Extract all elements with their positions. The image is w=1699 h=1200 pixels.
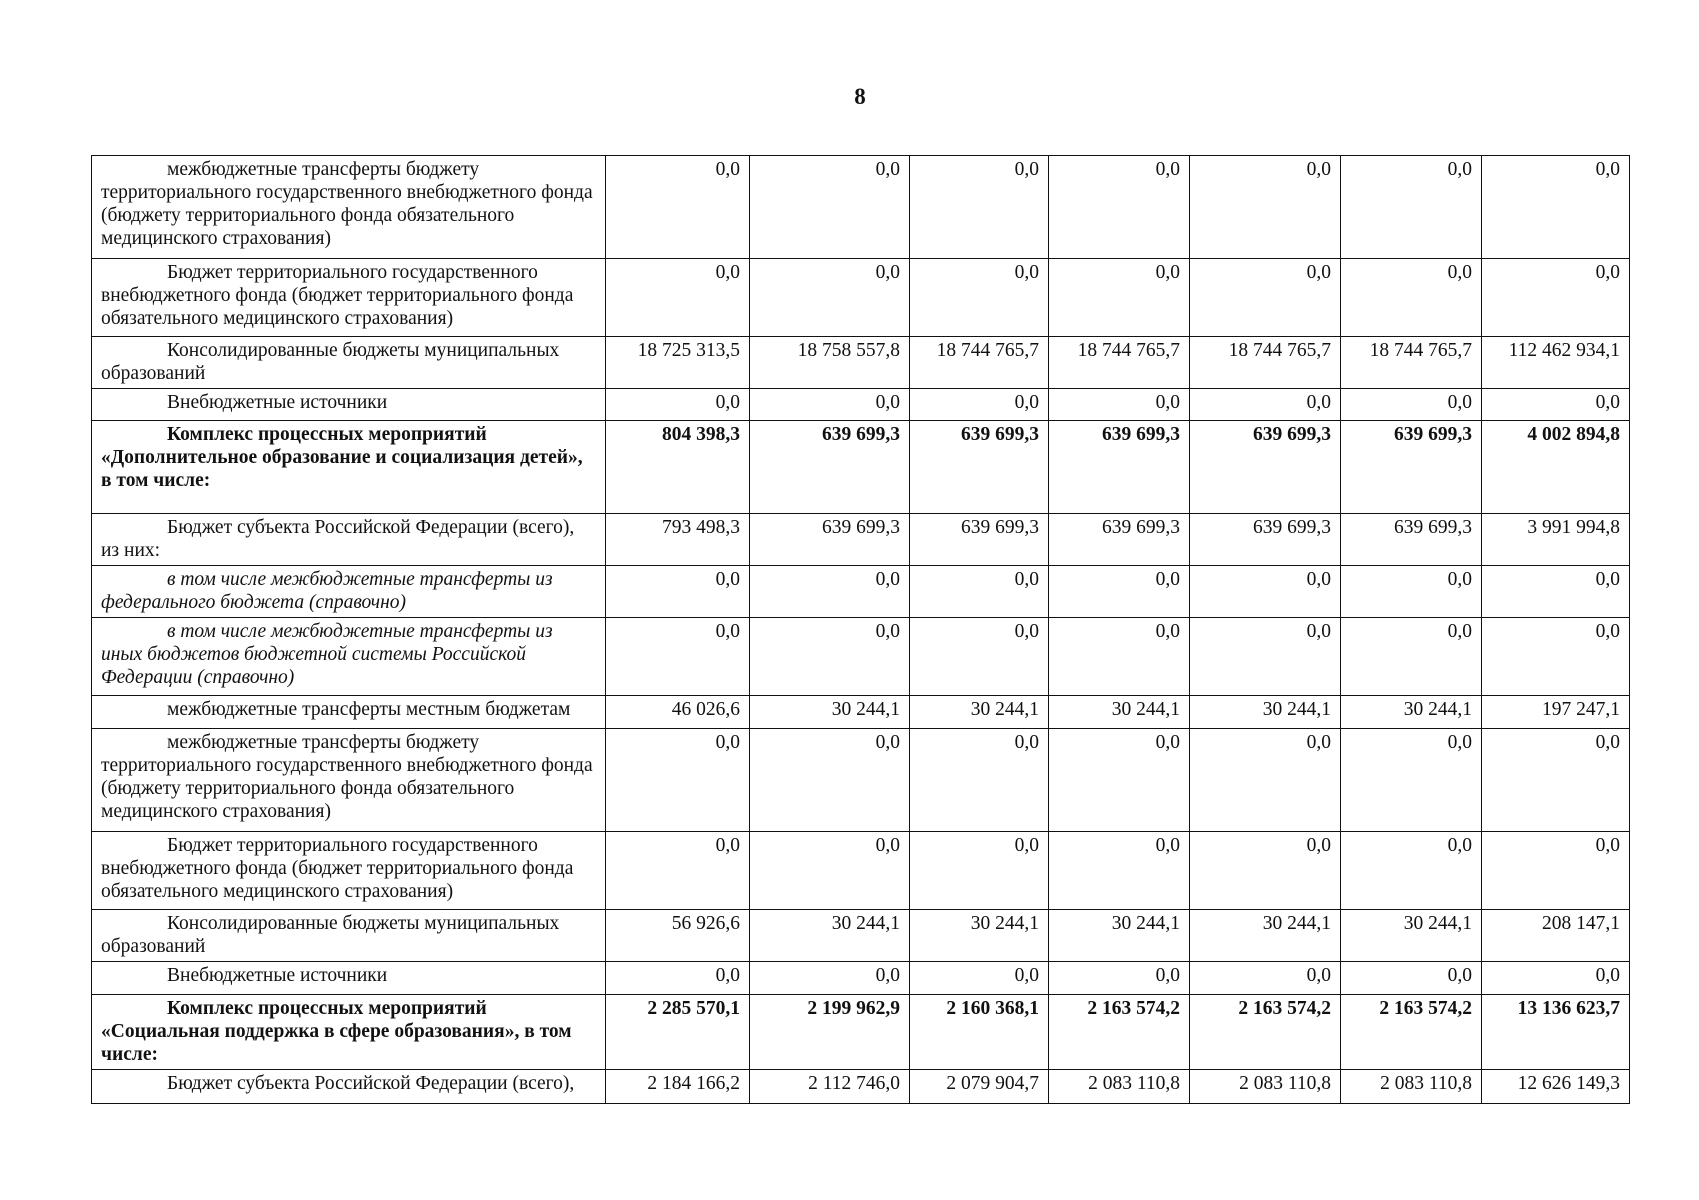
table-row — [92, 156, 1630, 259]
value-cell: 0,0 — [606, 389, 750, 421]
value-cell: 197 247,1 — [1482, 696, 1630, 729]
value-cell: 0,0 — [1482, 962, 1630, 995]
value-cell: 0,0 — [910, 389, 1049, 421]
value-cell: 0,0 — [1190, 566, 1341, 618]
row-label: межбюджетные трансферты бюджету территориального государственного внебюджетного фонда (бюджету территориального фонда обязательного медицинского страхования) — [92, 156, 606, 259]
value-cell: 30 244,1 — [1049, 696, 1190, 729]
value-cell: 0,0 — [750, 832, 910, 910]
value-cell: 0,0 — [1341, 566, 1482, 618]
table-row — [92, 259, 1630, 337]
value-cell: 0,0 — [1049, 729, 1190, 832]
value-cell: 2 199 962,9 — [750, 995, 910, 1070]
value-cell: 2 184 166,2 — [606, 1070, 750, 1104]
row-label: Бюджет территориального государственного внебюджетного фонда (бюджет территориального фонда обязательного медицинского страхования) — [92, 259, 606, 337]
value-cell: 2 163 574,2 — [1190, 995, 1341, 1070]
table-row — [92, 389, 1630, 421]
row-label: в том числе межбюджетные трансферты из федерального бюджета (справочно) — [92, 566, 606, 618]
value-cell: 18 744 765,7 — [1341, 337, 1482, 389]
row-label: Внебюджетные источники — [92, 389, 606, 421]
value-cell: 0,0 — [1341, 962, 1482, 995]
value-cell: 0,0 — [1049, 156, 1190, 259]
value-cell: 0,0 — [606, 832, 750, 910]
table-row — [92, 1070, 1630, 1104]
value-cell: 639 699,3 — [1049, 421, 1190, 514]
value-cell: 0,0 — [1482, 259, 1630, 337]
value-cell: 18 758 557,8 — [750, 337, 910, 389]
table-row — [92, 729, 1630, 832]
value-cell: 0,0 — [910, 259, 1049, 337]
value-cell: 208 147,1 — [1482, 910, 1630, 962]
value-cell: 56 926,6 — [606, 910, 750, 962]
value-cell: 3 991 994,8 — [1482, 514, 1630, 566]
value-cell: 0,0 — [750, 259, 910, 337]
value-cell: 0,0 — [1482, 729, 1630, 832]
value-cell: 13 136 623,7 — [1482, 995, 1630, 1070]
value-cell: 18 725 313,5 — [606, 337, 750, 389]
value-cell: 0,0 — [1341, 389, 1482, 421]
table-row — [92, 514, 1630, 566]
value-cell: 2 163 574,2 — [1341, 995, 1482, 1070]
value-cell: 30 244,1 — [1190, 910, 1341, 962]
value-cell: 639 699,3 — [1341, 514, 1482, 566]
table-row — [92, 910, 1630, 962]
value-cell: 18 744 765,7 — [1190, 337, 1341, 389]
value-cell: 30 244,1 — [1049, 910, 1190, 962]
value-cell: 0,0 — [1190, 259, 1341, 337]
value-cell: 0,0 — [1190, 618, 1341, 696]
table-row — [92, 696, 1630, 729]
value-cell: 2 083 110,8 — [1049, 1070, 1190, 1104]
value-cell: 0,0 — [1341, 729, 1482, 832]
value-cell: 12 626 149,3 — [1482, 1070, 1630, 1104]
row-label: межбюджетные трансферты местным бюджетам — [92, 696, 606, 729]
value-cell: 0,0 — [606, 156, 750, 259]
value-cell: 0,0 — [1049, 566, 1190, 618]
value-cell: 0,0 — [1049, 389, 1190, 421]
value-cell: 639 699,3 — [1049, 514, 1190, 566]
table-body — [92, 156, 1630, 1104]
value-cell: 0,0 — [1190, 729, 1341, 832]
value-cell: 0,0 — [1190, 389, 1341, 421]
value-cell: 0,0 — [1341, 832, 1482, 910]
table-row — [92, 337, 1630, 389]
value-cell: 0,0 — [1049, 832, 1190, 910]
value-cell: 639 699,3 — [1341, 421, 1482, 514]
value-cell: 0,0 — [750, 156, 910, 259]
table-row — [92, 962, 1630, 995]
table-row — [92, 421, 1630, 514]
row-label: межбюджетные трансферты бюджету территориального государственного внебюджетного фонда (бюджету территориального фонда обязательного медицинского страхования) — [92, 729, 606, 832]
table-row — [92, 566, 1630, 618]
value-cell: 0,0 — [606, 618, 750, 696]
value-cell: 0,0 — [1049, 259, 1190, 337]
value-cell: 0,0 — [1341, 259, 1482, 337]
table-row — [92, 832, 1630, 910]
value-cell: 0,0 — [910, 729, 1049, 832]
value-cell: 0,0 — [1049, 618, 1190, 696]
row-label: Консолидированные бюджеты муниципальных образований — [92, 337, 606, 389]
value-cell: 0,0 — [1190, 156, 1341, 259]
value-cell: 0,0 — [1049, 962, 1190, 995]
value-cell: 2 083 110,8 — [1341, 1070, 1482, 1104]
value-cell: 2 079 904,7 — [910, 1070, 1049, 1104]
value-cell: 2 160 368,1 — [910, 995, 1049, 1070]
table-row — [92, 618, 1630, 696]
budget-table — [91, 155, 1630, 1104]
value-cell: 0,0 — [910, 156, 1049, 259]
value-cell: 0,0 — [1482, 566, 1630, 618]
value-cell: 2 083 110,8 — [1190, 1070, 1341, 1104]
table-row — [92, 995, 1630, 1070]
value-cell: 0,0 — [1482, 156, 1630, 259]
row-label: Комплекс процессных мероприятий «Дополнительное образование и социализация детей», в том числе: — [92, 421, 606, 514]
value-cell: 30 244,1 — [1190, 696, 1341, 729]
value-cell: 0,0 — [910, 832, 1049, 910]
value-cell: 0,0 — [1482, 832, 1630, 910]
value-cell: 639 699,3 — [910, 514, 1049, 566]
value-cell: 639 699,3 — [910, 421, 1049, 514]
value-cell: 0,0 — [750, 566, 910, 618]
value-cell: 0,0 — [1482, 618, 1630, 696]
value-cell: 0,0 — [606, 566, 750, 618]
value-cell: 639 699,3 — [1190, 514, 1341, 566]
value-cell: 0,0 — [750, 389, 910, 421]
row-label: Бюджет субъекта Российской Федерации (всего), из них: — [92, 514, 606, 566]
value-cell: 2 112 746,0 — [750, 1070, 910, 1104]
value-cell: 0,0 — [1341, 156, 1482, 259]
value-cell: 0,0 — [606, 729, 750, 832]
value-cell: 0,0 — [1482, 389, 1630, 421]
value-cell: 0,0 — [750, 729, 910, 832]
value-cell: 0,0 — [606, 259, 750, 337]
value-cell: 30 244,1 — [750, 910, 910, 962]
value-cell: 0,0 — [910, 566, 1049, 618]
value-cell: 639 699,3 — [750, 421, 910, 514]
value-cell: 0,0 — [1190, 962, 1341, 995]
value-cell: 18 744 765,7 — [910, 337, 1049, 389]
row-label: Комплекс процессных мероприятий «Социальная поддержка в сфере образования», в том числе: — [92, 995, 606, 1070]
value-cell: 0,0 — [750, 618, 910, 696]
value-cell: 639 699,3 — [1190, 421, 1341, 514]
value-cell: 0,0 — [1341, 618, 1482, 696]
value-cell: 2 163 574,2 — [1049, 995, 1190, 1070]
value-cell: 30 244,1 — [910, 910, 1049, 962]
value-cell: 30 244,1 — [910, 696, 1049, 729]
value-cell: 4 002 894,8 — [1482, 421, 1630, 514]
value-cell: 0,0 — [750, 962, 910, 995]
value-cell: 18 744 765,7 — [1049, 337, 1190, 389]
value-cell: 793 498,3 — [606, 514, 750, 566]
value-cell: 46 026,6 — [606, 696, 750, 729]
row-label: Бюджет субъекта Российской Федерации (всего), — [92, 1070, 606, 1104]
page-number: 8 — [854, 84, 866, 109]
row-label: Внебюджетные источники — [92, 962, 606, 995]
value-cell: 0,0 — [606, 962, 750, 995]
value-cell: 30 244,1 — [1341, 910, 1482, 962]
row-label: в том числе межбюджетные трансферты из иных бюджетов бюджетной системы Российской Федерации (справочно) — [92, 618, 606, 696]
value-cell: 30 244,1 — [750, 696, 910, 729]
value-cell: 0,0 — [1190, 832, 1341, 910]
value-cell: 0,0 — [910, 962, 1049, 995]
value-cell: 2 285 570,1 — [606, 995, 750, 1070]
value-cell: 804 398,3 — [606, 421, 750, 514]
value-cell: 0,0 — [910, 618, 1049, 696]
value-cell: 639 699,3 — [750, 514, 910, 566]
row-label: Бюджет территориального государственного внебюджетного фонда (бюджет территориального фонда обязательного медицинского страхования) — [92, 832, 606, 910]
row-label: Консолидированные бюджеты муниципальных образований — [92, 910, 606, 962]
value-cell: 30 244,1 — [1341, 696, 1482, 729]
value-cell: 112 462 934,1 — [1482, 337, 1630, 389]
